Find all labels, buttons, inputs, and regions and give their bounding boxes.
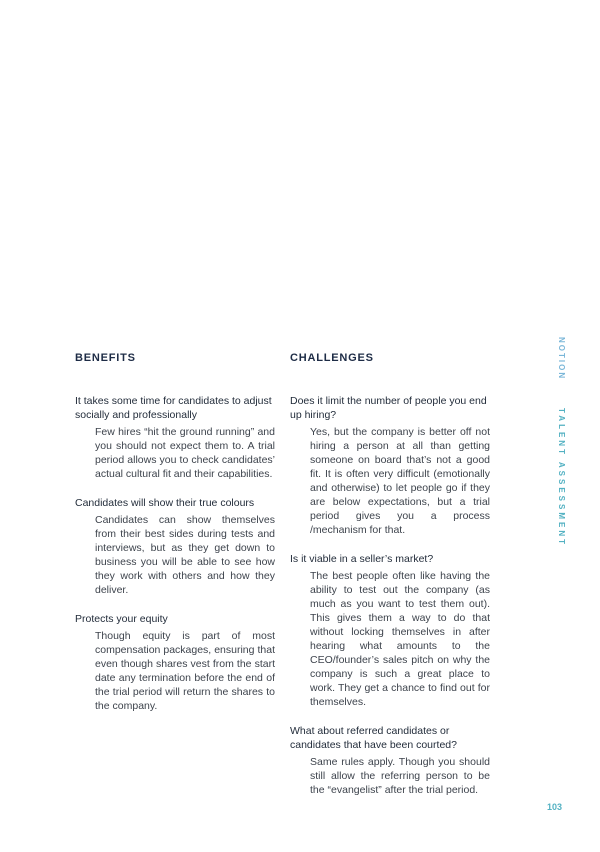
section-title: Protects your equity [75, 613, 168, 625]
challenges-section-1 [290, 394, 490, 537]
section-title: Does it limit the number of people you end up hiring? [290, 395, 487, 421]
content-columns [75, 352, 490, 812]
section-body: Candidates can show themselves from their best sides during tests and interviews, but as they get down to business you will be able to see how they work with others and how they deliver. [95, 514, 275, 596]
section-body: Few hires “hit the ground running” and you should not expect them to. A trial period allows you to check candidates’ actual cultural fit and their capabilities. [95, 426, 275, 480]
section-title: Is it viable in a seller’s market? [290, 553, 434, 565]
section-title: Candidates will show their true colours [75, 497, 255, 509]
vertical-brand-label: NOTION [557, 337, 566, 381]
challenges-section-3 [290, 724, 490, 797]
benefits-section-3 [75, 612, 275, 713]
section-body: Yes, but the company is better off not hiring a person at all than getting someone on board that’s not a good fit. It is often very difficult (emotionally and otherwise) to let people go if they are below expectations, but a trial period gives you a process /mechanism for that. [310, 426, 490, 536]
challenges-heading: CHALLENGES [290, 352, 374, 364]
page-number: 103 [546, 802, 562, 812]
column-challenges [290, 352, 490, 812]
section-title: It takes some time for candidates to adjust socially and professionally [75, 395, 272, 421]
column-benefits [75, 352, 275, 812]
section-body: The best people often like having the ability to test out the company (as much as you want to test them out). This gives them a way to do that without locking themselves in after hearing what amounts to the CEO/founder’s sales pitch on why the company is such a great place to work. They get a chance to find out for themselves. [310, 570, 490, 708]
vertical-section-label: TALENT ASSESSMENT [557, 408, 566, 548]
section-title: What about referred candidates or candidates that have been courted? [290, 725, 457, 751]
benefits-section-2 [75, 496, 275, 597]
challenges-section-2 [290, 552, 490, 709]
benefits-heading: BENEFITS [75, 352, 136, 364]
section-body: Same rules apply. Though you should still allow the referring person to be the “evangelist” after the trial period. [310, 756, 490, 796]
section-body: Though equity is part of most compensation packages, ensuring that even though shares vest from the start date any termination before the end of the trial period will return the shares to the company. [95, 630, 275, 712]
benefits-section-1 [75, 394, 275, 481]
